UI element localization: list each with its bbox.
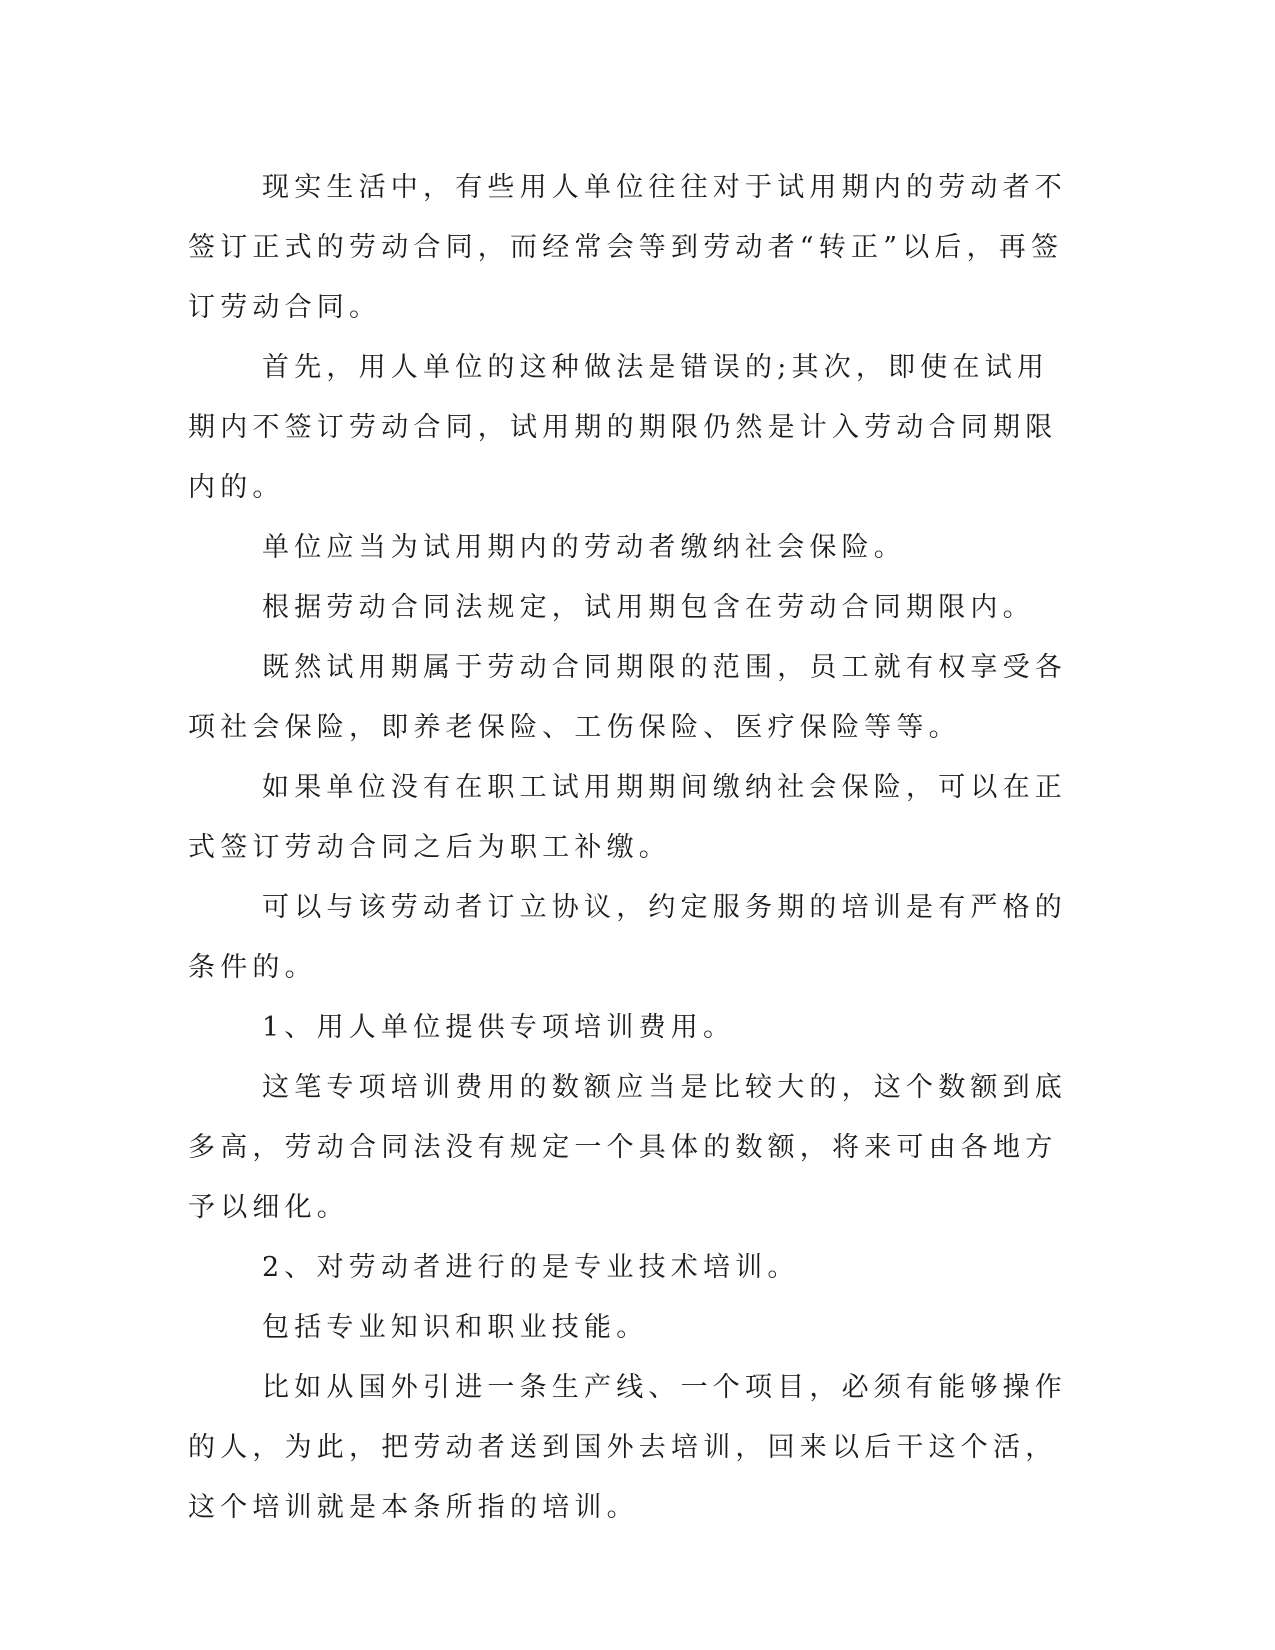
paragraph-4: 根据劳动合同法规定，试用期包含在劳动合同期限内。 [262, 592, 1035, 623]
paragraph-12: 比如从国外引进一条生产线、一个项目，必须有能够操作的人，为此，把劳动者送到国外去培训，回来以后干这个活，这个培训就是本条所指的培训。 [188, 1372, 1067, 1523]
paragraph-1: 现实生活中，有些用人单位往往对于试用期内的劳动者不签订正式的劳动合同，而经常会等到劳动者“转正”以后，再签订劳动合同。 [188, 172, 1067, 323]
paragraph-8: 1、用人单位提供专项培训费用。 [262, 1012, 736, 1043]
paragraph-10: 2、对劳动者进行的是专业技术培训。 [262, 1252, 800, 1283]
paragraph-2: 首先，用人单位的这种做法是错误的;其次，即使在试用期内不签订劳动合同，试用期的期限仍然是计入劳动合同期限内的。 [188, 352, 1058, 503]
paragraph-5: 既然试用期属于劳动合同期限的范围，员工就有权享受各项社会保险，即养老保险、工伤保险、医疗保险等等。 [188, 652, 1067, 743]
paragraph-9: 这笔专项培训费用的数额应当是比较大的，这个数额到底多高，劳动合同法没有规定一个具体的数额，将来可由各地方予以细化。 [188, 1072, 1067, 1223]
document-body [188, 158, 1078, 1538]
paragraph-11: 包括专业知识和职业技能。 [262, 1312, 649, 1343]
paragraph-7: 可以与该劳动者订立协议，约定服务期的培训是有严格的条件的。 [188, 892, 1067, 983]
paragraph-3: 单位应当为试用期内的劳动者缴纳社会保险。 [262, 532, 906, 563]
paragraph-6: 如果单位没有在职工试用期期间缴纳社会保险，可以在正式签订劳动合同之后为职工补缴。 [188, 772, 1067, 863]
